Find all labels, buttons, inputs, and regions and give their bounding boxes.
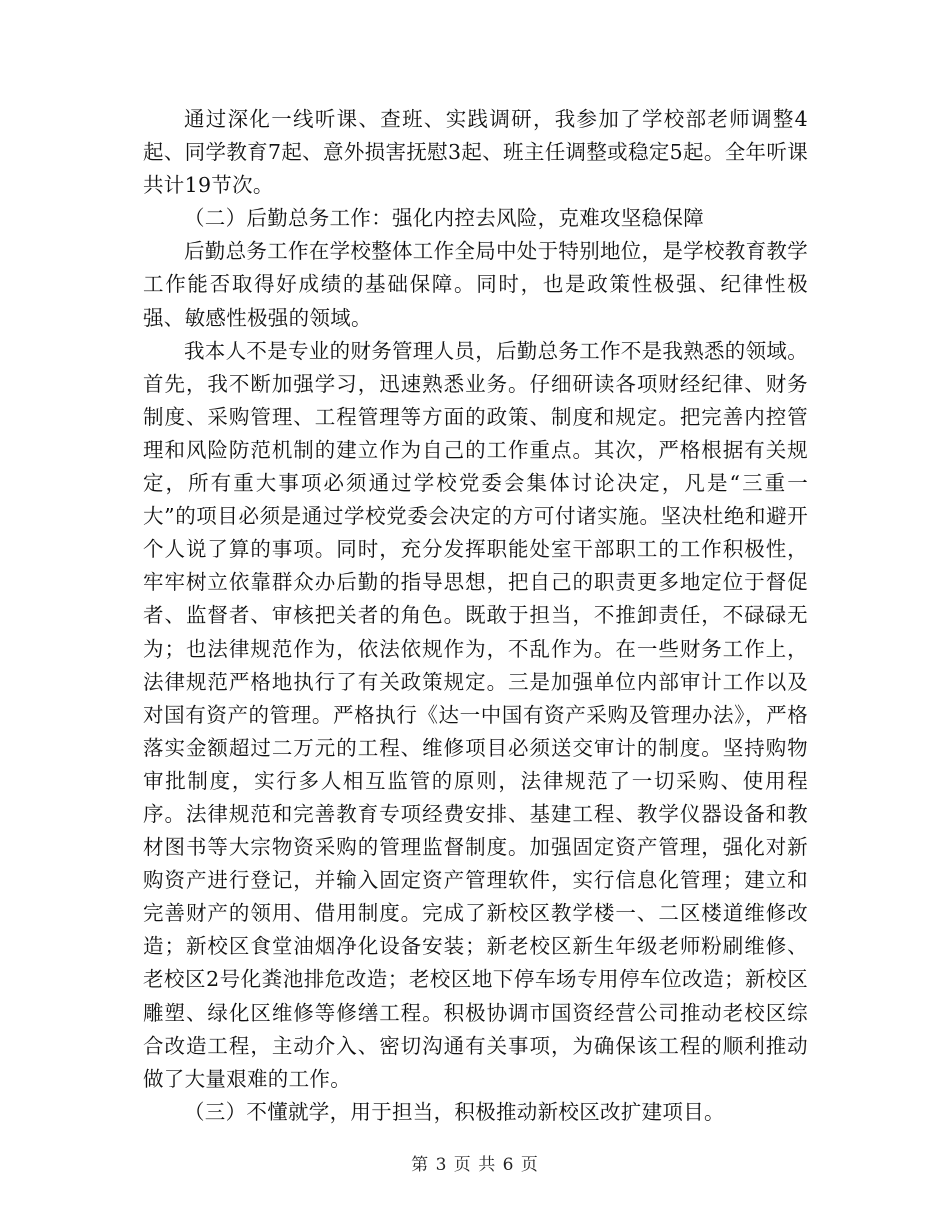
document-body bbox=[143, 103, 808, 1129]
paragraph-logistics-details: 我本人不是专业的财务管理人员，后勤总务工作不是我熟悉的领域。首先，我不断加强学习，迅速熟悉业务。仔细研读各项财经纪律、财务制度、采购管理、工程管理等方面的政策、制度和规定。把完善内控管理和风险防范机制的建立作为自己的工作重点。其次，严格根据有关规定，所有重大事项必须通过学校党委会集体讨论决定，凡是“三重一大”的项目必须是通过学校党委会决定的方可付诸实施。坚决杜绝和避开个人说了算的事项。同时，充分发挥职能处室干部职工的工作积极性，牢牢树立依靠群众办后勤的指导思想，把自己的职责更多地定位于督促者、监督者、审核把关者的角色。既敢于担当，不推卸责任，不碌碌无为；也法律规范作为，依法依规作为，不乱作为。在一些财务工作上，法律规范严格地执行了有关政策规定。三是加强单位内部审计工作以及对国有资产的管理。严格执行《达一中国有资产采购及管理办法》，严格落实金额超过二万元的工程、维修项目必须送交审计的制度。坚持购物审批制度，实行多人相互监管的原则，法律规范了一切采购、使用程序。法律规范和完善教育专项经费安排、基建工程、教学仪器设备和教材图书等大宗物资采购的管理监督制度。加强固定资产管理，强化对新购资产进行登记，并输入固定资产管理软件，实行信息化管理；建立和完善财产的领用、借用制度。完成了新校区教学楼一、二区楼道维修改造；新校区食堂油烟净化设备安装；新老校区新生年级老师粉刷维修、老校区2号化粪池排危改造；老校区地下停车场专用停车位改造；新校区雕塑、绿化区维修等修缮工程。积极协调市国资经营公司推动老校区综合改造工程，主动介入、密切沟通有关事项，为确保该工程的顺利推动做了大量艰难的工作。 bbox=[143, 338, 808, 1091]
section-heading-logistics: （二）后勤总务工作：强化内控去风险，克难攻坚稳保障 bbox=[184, 206, 704, 231]
page-footer: 第 3 页 共 6 页 bbox=[411, 1155, 539, 1175]
section-heading-new-campus: （三）不懂就学，用于担当，积极推动新校区改扩建项目。 bbox=[184, 1099, 725, 1124]
paragraph-class-visits: 通过深化一线听课、查班、实践调研，我参加了学校部老师调整4起、同学教育7起、意外损害抚慰3起、班主任调整或稳定5起。全年听课共计19节次。 bbox=[143, 107, 808, 198]
paragraph-logistics-intro: 后勤总务工作在学校整体工作全局中处于特别地位，是学校教育教学工作能否取得好成绩的基础保障。同时，也是政策性极强、纪律性极强、敏感性极强的领域。 bbox=[143, 239, 808, 330]
